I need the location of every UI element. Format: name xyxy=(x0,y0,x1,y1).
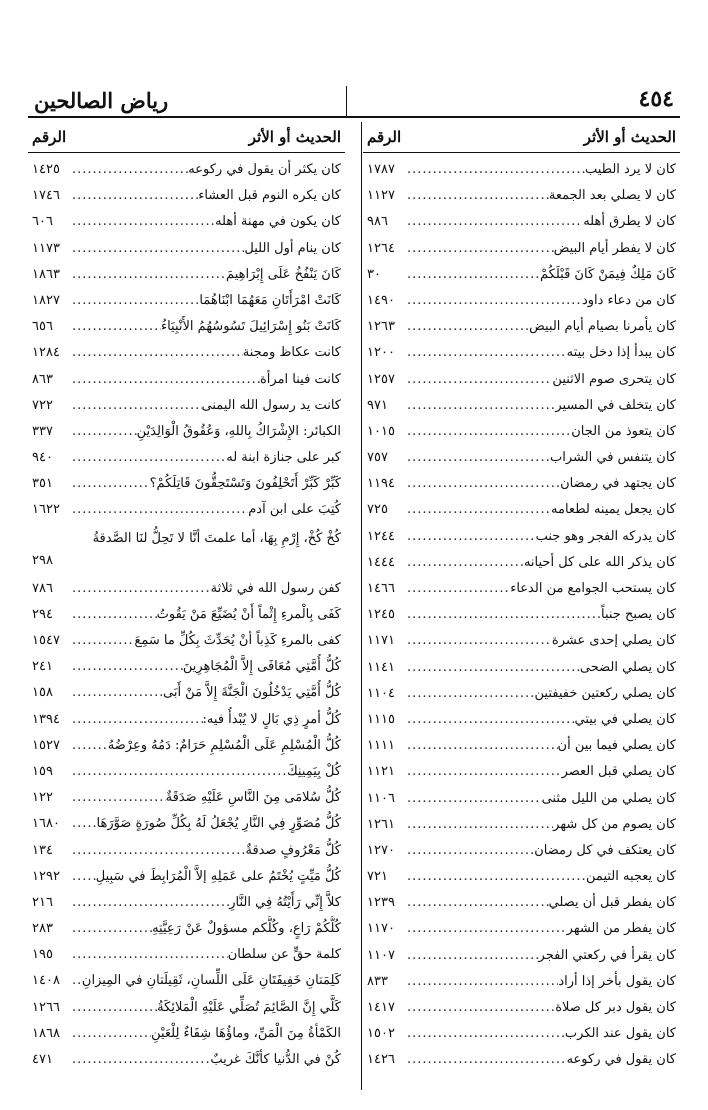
index-entry xyxy=(28,524,345,576)
index-entry xyxy=(28,288,345,314)
leader-dots xyxy=(70,680,163,706)
entry-number: ١٤٢٥ xyxy=(32,162,60,177)
leader-dots xyxy=(70,497,248,523)
entry-text: كان يفطر من الشهر xyxy=(566,921,676,937)
page-header xyxy=(28,82,680,120)
index-entry xyxy=(28,340,345,366)
entry-text: كان يقول بأخر إذا أراد xyxy=(558,973,676,989)
entry-text: كَلَّي إِنَّ الصَّائِمَ تُصَلِّي عَلَيْهِ الْمَلائِكَةُ xyxy=(157,999,341,1015)
leader-dots xyxy=(70,916,152,942)
entry-text: كان يكون في مهنة أهله xyxy=(215,214,341,230)
page-number: ٤٥٤ xyxy=(638,86,674,112)
leader-dots xyxy=(405,707,575,733)
leader-dots xyxy=(405,995,555,1021)
index-entry xyxy=(28,1047,345,1073)
leader-dots xyxy=(70,995,157,1021)
leader-dots xyxy=(405,157,585,183)
index-entry xyxy=(363,262,680,288)
entry-text: كان يصلي ركعتين خفيفتين xyxy=(534,685,676,701)
entry-text: كُلُّ أُمَّتِي يَدْخُلُونَ الْجَنَّةَ إِلاَّ مَنْ أَبَى xyxy=(162,685,341,701)
entry-text: كان يذكر الله على كل أحيانه xyxy=(523,554,676,570)
entry-number: ١٢٥٧ xyxy=(367,371,395,387)
entry-text: كُلُّ أُمَّتِي مُعَافَى إِلاَّ الْمُجَاهِرِينَ xyxy=(182,659,341,675)
index-entry xyxy=(28,183,345,209)
index-entry xyxy=(363,393,680,419)
column-header-left xyxy=(28,122,345,153)
number-heading: الرقم xyxy=(32,128,67,146)
entry-number: ١٣٩٤ xyxy=(32,711,60,727)
entry-number: ١٤٢٦ xyxy=(367,1052,395,1068)
entry-number: ١٢٤٥ xyxy=(367,607,395,623)
leader-dots xyxy=(405,262,540,288)
leader-dots xyxy=(405,1047,567,1073)
index-entry xyxy=(28,157,345,183)
entry-text: كان لا يطرق أهله xyxy=(583,214,676,230)
entry-number: ١٧٨٧ xyxy=(367,162,395,177)
entry-text: كان يجتهد في رمضان xyxy=(560,476,676,492)
entry-number: ٨٦٣ xyxy=(32,371,53,387)
entry-text: كان يصبح جنباً xyxy=(600,607,676,623)
entry-text: كُلْ بِيَمِينِكَ xyxy=(286,763,341,779)
index-entry xyxy=(28,262,345,288)
index-entry xyxy=(363,943,680,969)
index-entry xyxy=(363,733,680,759)
entry-text: كُلُّ سُلامَى مِنَ النَّاسِ عَلَيْهِ صَدَقَةٌ xyxy=(165,790,341,806)
entry-number: ٩٤٠ xyxy=(32,450,53,466)
index-entry xyxy=(28,838,345,864)
number-heading: الرقم xyxy=(367,128,402,146)
leader-dots xyxy=(70,340,243,366)
leader-dots xyxy=(405,628,552,654)
entry-number: ٧٢٢ xyxy=(32,397,53,413)
entry-text: كان يصلي قبل العصر xyxy=(561,764,676,780)
entry-number: ٨٣٣ xyxy=(367,973,388,989)
leader-dots xyxy=(405,445,550,471)
index-entry xyxy=(363,1047,680,1073)
entry-text: الكبائر: الإِشْرَاكُ بِاللهِ، وَعُقُوقُ الْوَالِدَيْنِ xyxy=(136,423,341,439)
leader-dots xyxy=(70,1021,151,1047)
index-entry xyxy=(363,209,680,235)
entry-number: ١١٧٣ xyxy=(32,240,60,256)
header-rule xyxy=(28,116,680,118)
book-page xyxy=(28,82,680,1092)
index-entry xyxy=(363,419,680,445)
index-entry xyxy=(28,497,345,523)
leader-dots xyxy=(70,602,157,628)
entry-text: كُتِبَ على ابن آدم xyxy=(248,502,341,518)
entry-text: كانت عكاظ ومجنة xyxy=(242,345,341,361)
leader-dots xyxy=(405,209,583,235)
index-entry xyxy=(363,471,680,497)
index-entry xyxy=(363,602,680,628)
index-entry xyxy=(363,1021,680,1047)
index-entry xyxy=(28,733,345,759)
index-entry xyxy=(363,288,680,314)
leader-dots xyxy=(70,209,215,235)
entry-text: كُلُّكُمْ رَاعٍ، وكُلُّكم مسؤولٌ عَنْ رَعِيَّتِهِ xyxy=(152,921,341,937)
leader-dots xyxy=(70,445,226,471)
index-entry xyxy=(28,759,345,785)
leader-dots xyxy=(70,262,226,288)
entry-number: ١٤١٧ xyxy=(367,1000,395,1015)
index-list-right xyxy=(363,153,680,1074)
entry-text: كُلُّ مَعْرُوفٍ صدقةٌ xyxy=(245,842,341,858)
leader-dots xyxy=(70,183,198,209)
entry-text: كان يصلي من الليل مثنى xyxy=(541,790,676,806)
entry-number: ١١٠٤ xyxy=(367,685,395,701)
index-entry xyxy=(28,916,345,942)
index-entry xyxy=(363,236,680,262)
leader-dots xyxy=(70,707,203,733)
index-entry xyxy=(28,707,345,733)
entry-number: ١٢٦٣ xyxy=(367,319,395,335)
book-title: رياض الصالحين xyxy=(34,88,169,113)
entry-number: ١٤٩٠ xyxy=(367,292,395,308)
entry-text: كَانَ يَنْفُخُ عَلَى إِبْرَاهِيمَ xyxy=(226,266,341,282)
index-entry xyxy=(28,811,345,837)
index-entry xyxy=(28,393,345,419)
index-entry xyxy=(28,890,345,916)
index-entry xyxy=(363,497,680,523)
entry-text: كَفَى بِالْمرءِ إِثْماً أَنْ يُضَيِّعَ مَنْ يَقُوتُ xyxy=(156,606,341,622)
entry-text: كان يقول في ركوعه xyxy=(566,1052,676,1068)
entry-text: كان يقول عند الكرب xyxy=(564,1026,676,1042)
entry-number: ١١١٥ xyxy=(367,711,395,727)
leader-dots xyxy=(70,288,199,314)
leader-dots xyxy=(70,576,211,602)
leader-dots xyxy=(405,471,560,497)
entry-text: كان يفطر قبل أن يصلي xyxy=(548,895,676,911)
entry-number: ٧٢٥ xyxy=(367,502,388,518)
leader-dots xyxy=(70,236,244,262)
leader-dots xyxy=(70,393,202,419)
entry-number: ٢٨٣ xyxy=(32,921,53,937)
leader-dots xyxy=(70,968,82,994)
index-entry xyxy=(28,785,345,811)
leader-dots xyxy=(405,864,586,890)
leader-dots xyxy=(70,838,245,864)
entry-number: ١٠١٥ xyxy=(367,423,395,439)
leader-dots xyxy=(405,786,542,812)
entry-number: ١١٩٤ xyxy=(367,476,395,492)
leader-dots xyxy=(70,157,188,183)
index-column-left xyxy=(28,122,345,1090)
leader-dots xyxy=(70,942,228,968)
entry-text: كان يقرأ في ركعتي الفجر xyxy=(538,947,676,963)
entry-number: ١٥٩ xyxy=(32,763,53,779)
entry-text: كُلُّ مَيِّتٍ يُخْتَمُ على عَمَلِهِ إلاَّ الْمُرَابِطَ في سَبِيلِ xyxy=(95,868,341,884)
leader-dots xyxy=(405,602,601,628)
entry-number: ١٤٦٦ xyxy=(367,581,395,596)
entry-number: ٦٠٦ xyxy=(32,214,53,230)
index-entry xyxy=(28,576,345,602)
entry-number: ١٤٠٨ xyxy=(32,973,60,989)
entry-number: ٩٨٦ xyxy=(367,214,388,230)
index-entry xyxy=(363,628,680,654)
leader-dots xyxy=(405,497,551,523)
entry-text: كَلِمَتانِ خَفِيفَتَانِ عَلَى اللِّسانِ، ثَقِيلَتانِ في المِيزانِ xyxy=(81,973,341,989)
leader-dots xyxy=(405,183,549,209)
leader-dots xyxy=(405,419,571,445)
header-separator xyxy=(346,86,363,116)
entry-text: كان يصلي الضحى xyxy=(579,659,676,675)
leader-dots xyxy=(405,393,555,419)
entry-text: كان يدركه الفجر وهو جنب xyxy=(535,528,676,544)
leader-dots xyxy=(405,655,580,681)
entry-number: ١٦٢٢ xyxy=(32,502,60,518)
leader-dots xyxy=(405,1021,565,1047)
entry-text: كُلُّ الْمُسْلِمِ عَلَى الْمُسْلِمِ حَرَامٌ: دَمُهُ وعِرْضُهُ xyxy=(107,737,341,753)
leader-dots xyxy=(405,812,553,838)
index-entry xyxy=(363,707,680,733)
entry-text: كان يعتكف في كل رمضان xyxy=(534,842,676,858)
leader-dots xyxy=(70,471,150,497)
entry-text: كان يصلي فيما بين أن xyxy=(557,738,676,754)
index-entry xyxy=(363,314,680,340)
entry-text: كان يبدأ إذا دخل بيته xyxy=(566,345,676,361)
entry-text: كُنْ في الدُّنيا كأنَّكَ غريبٌ xyxy=(210,1052,341,1067)
leader-dots xyxy=(70,367,260,393)
entry-number: ١١١١ xyxy=(367,738,395,754)
entry-number: ١٢٦٦ xyxy=(32,999,60,1015)
entry-number: ١٤٤٤ xyxy=(367,554,395,570)
entry-text: كان يصلي إحدى عشرة xyxy=(551,633,676,649)
entry-text: الكَمْأةُ مِنَ الْمَنِّ، وماؤُهَا شِفَاءٌ لِلْعَيْنِ xyxy=(151,1025,341,1041)
entry-text: كان يأمرنا بصيام أيام البيض xyxy=(529,319,676,335)
index-entry xyxy=(363,890,680,916)
entry-text: كُخْ كُخْ، إِرْمِ بِهَا، أما علمتَ أنَّا لا تَحِلُّ لنَا الصَّدقةُ xyxy=(92,530,341,546)
entry-text: كان لا يرد الطيب xyxy=(584,162,676,177)
index-entry xyxy=(363,183,680,209)
index-entry xyxy=(28,942,345,968)
index-entry xyxy=(28,314,345,340)
entry-number: ٢٩٤ xyxy=(32,606,53,622)
entry-number: ١١٢١ xyxy=(367,764,395,780)
index-entry xyxy=(28,995,345,1021)
entry-number: ١٨٢٧ xyxy=(32,292,60,308)
index-entry xyxy=(363,786,680,812)
entry-text: كان يصلي في بيتي xyxy=(574,711,676,727)
entry-number: ١٣٤ xyxy=(32,842,53,858)
leader-dots xyxy=(405,759,562,785)
entry-number: ١١٧١ xyxy=(367,633,395,649)
hadith-heading: الحديث أو الأثر xyxy=(248,128,341,146)
leader-dots xyxy=(70,890,229,916)
entry-number: ١٩٥ xyxy=(32,947,53,963)
column-divider xyxy=(361,122,362,1090)
entry-number: ٤٧١ xyxy=(32,1052,53,1067)
entry-number: ٣٥١ xyxy=(32,476,53,492)
entry-text: كَانَتْ امْرَأَتَانِ مَعَهُمَا ابْنَاهُمَا xyxy=(199,292,341,308)
entry-number: ٧٢١ xyxy=(367,869,388,885)
index-entry xyxy=(363,576,680,602)
entry-text: كان يتحرى صوم الاثنين xyxy=(552,371,676,387)
leader-dots xyxy=(405,340,567,366)
entry-text: كان يتعوذ من الجان xyxy=(571,423,676,439)
index-entry xyxy=(28,367,345,393)
index-entry xyxy=(363,759,680,785)
entry-number: ١٨٦٣ xyxy=(32,266,60,282)
index-entry xyxy=(363,445,680,471)
leader-dots xyxy=(70,811,97,837)
leader-dots xyxy=(405,733,558,759)
entry-number: ١١٠٧ xyxy=(367,947,395,963)
index-entry xyxy=(363,367,680,393)
entry-number: ١٥٢٧ xyxy=(32,737,60,753)
entry-text: كان يعجبه التيمن xyxy=(586,869,676,885)
leader-dots xyxy=(405,314,529,340)
entry-number: ١٢٠٠ xyxy=(367,345,395,361)
index-entry xyxy=(363,524,680,550)
entry-number: ١٥٨ xyxy=(32,685,53,701)
index-entry xyxy=(28,419,345,445)
leader-dots xyxy=(70,419,137,445)
entry-text: كان من دعاء داود xyxy=(581,292,676,308)
entry-text: كان يقول دبر كل صلاة xyxy=(555,1000,676,1015)
entry-text: كان يصوم من كل شهر xyxy=(553,816,676,832)
index-column-right xyxy=(363,122,680,1090)
entry-text: كلمة حقٍّ عن سلطان xyxy=(227,947,341,963)
entry-number: ١١٤١ xyxy=(367,659,395,675)
entry-number: ١٢٤٤ xyxy=(367,528,395,544)
leader-dots xyxy=(405,943,539,969)
entry-text: كانت فينا امرأة xyxy=(260,371,341,387)
index-entry xyxy=(363,340,680,366)
leader-dots xyxy=(405,890,549,916)
entry-text: كان لا يصلي بعد الجمعة xyxy=(548,188,676,204)
leader-dots xyxy=(405,524,536,550)
entry-number: ٧٨٦ xyxy=(32,580,53,596)
entry-text: كَانَ مَلِكٌ فِيمَنْ كَانَ قَبْلَكُمْ xyxy=(540,266,676,282)
index-entry xyxy=(363,157,680,183)
entry-number: ١٨٦٨ xyxy=(32,1025,60,1041)
index-entry xyxy=(363,916,680,942)
index-entry xyxy=(363,838,680,864)
leader-dots xyxy=(405,838,534,864)
entry-text: كانت يد رسول الله اليمنى xyxy=(201,397,341,413)
leader-dots xyxy=(70,785,166,811)
entry-text: كفن رسول الله في ثلاثة xyxy=(210,580,341,596)
entry-number: ٣٣٧ xyxy=(32,423,53,439)
leader-dots xyxy=(70,1047,210,1073)
index-entry xyxy=(363,864,680,890)
entry-number: ٢١٦ xyxy=(32,894,53,910)
entry-number: ٢٤١ xyxy=(32,659,53,675)
index-entry xyxy=(28,236,345,262)
entry-text: كان يكثر أن يقول في ركوعه xyxy=(188,162,341,177)
index-entry xyxy=(363,995,680,1021)
leader-dots xyxy=(70,314,161,340)
entry-number: ٣٠ xyxy=(367,266,381,282)
leader-dots xyxy=(405,681,535,707)
entry-number: ٦٥٦ xyxy=(32,319,53,335)
entry-number: ٢٩٨ xyxy=(32,552,53,568)
entry-text: كان يتخلف في المسير xyxy=(555,397,676,413)
entry-text: كان يجعل يمينه لطعامه xyxy=(551,502,676,518)
index-entry xyxy=(28,1021,345,1047)
index-entry xyxy=(28,471,345,497)
leader-dots xyxy=(70,733,108,759)
index-entry xyxy=(28,864,345,890)
index-entry xyxy=(28,209,345,235)
entry-text: كان لا يفطر أيام البيض xyxy=(553,240,676,256)
leader-dots xyxy=(405,367,552,393)
entry-number: ١١٧٠ xyxy=(367,921,395,937)
leader-dots xyxy=(405,916,567,942)
index-entry xyxy=(28,654,345,680)
entry-number: ١٢٩٢ xyxy=(32,868,60,884)
hadith-heading: الحديث أو الأثر xyxy=(583,128,676,146)
entry-text: كُلُّ أمرٍ ذِي بَالٍ لا يُبْدأُ فيه: xyxy=(202,711,341,727)
entry-text: كفى بالمرءِ كَذِباً أنْ يُحَدِّثَ بِكُلِّ ما سَمِعَ xyxy=(134,633,341,648)
index-entry xyxy=(363,969,680,995)
index-entry xyxy=(363,812,680,838)
entry-text: كَانَتْ بَنُو إِسْرَائِيلَ تَسُوسُهُمُ الأَنْبِيَاءُ xyxy=(160,319,341,335)
entry-number: ٩٧١ xyxy=(367,397,388,413)
entry-text: كلاَّ إِنِّي رَأَيْتُهُ فِي النَّارِ xyxy=(229,894,341,910)
column-header-right xyxy=(363,122,680,153)
leader-dots xyxy=(405,236,554,262)
entry-number: ١٢٣٩ xyxy=(367,895,395,911)
leader-dots xyxy=(405,576,510,602)
entry-number: ١٢٧٠ xyxy=(367,842,395,858)
entry-number: ١٦٨٠ xyxy=(32,816,60,832)
entry-text: كان يتنفس في الشراب xyxy=(550,450,676,466)
index-entry xyxy=(363,550,680,576)
entry-text: كان يكره النوم قبل العشاء xyxy=(198,188,341,204)
entry-number: ١٥٤٧ xyxy=(32,633,60,648)
entry-text: كان يستحب الجوامع من الدعاء xyxy=(510,581,676,596)
leader-dots xyxy=(70,654,183,680)
entry-text: كُلُّ مُصَوِّرٍ فِي النَّارِ يُجْعَلُ لَهُ بِكُلِّ صُورَةٍ صَوَّرَهَا xyxy=(96,816,341,832)
entry-number: ١٧٤٦ xyxy=(32,188,60,204)
leader-dots xyxy=(405,288,582,314)
index-entry xyxy=(28,602,345,628)
entry-text: كَبِّرْ كَبِّرْ أَتَحْلِفُونَ وَتَسْتَحِقُّونَ قَاتِلَكُمْ؟ xyxy=(149,476,341,492)
entry-number: ١٢٨٤ xyxy=(32,345,60,361)
index-entry xyxy=(363,681,680,707)
entry-number: ١١٢٧ xyxy=(367,188,395,204)
entry-number: ١٥٠٢ xyxy=(367,1026,395,1042)
entry-text: كان ينام أول الليل xyxy=(244,240,341,256)
index-entry xyxy=(28,445,345,471)
index-entry xyxy=(28,968,345,994)
index-list-left xyxy=(28,153,345,1073)
entry-number: ١٢٢ xyxy=(32,790,53,806)
index-entry xyxy=(363,655,680,681)
entry-number: ٧٥٧ xyxy=(367,450,388,466)
leader-dots xyxy=(405,969,558,995)
index-entry xyxy=(28,680,345,706)
leader-dots xyxy=(70,759,287,785)
entry-number: ١٢٦٤ xyxy=(367,240,395,256)
index-entry xyxy=(28,628,345,654)
entry-text: كبر على جنازة ابنة له xyxy=(226,450,341,466)
leader-dots xyxy=(405,550,524,576)
leader-dots xyxy=(70,628,134,654)
entry-number: ١٢٦١ xyxy=(367,816,395,832)
entry-number: ١١٠٦ xyxy=(367,790,395,806)
leader-dots xyxy=(70,864,96,890)
